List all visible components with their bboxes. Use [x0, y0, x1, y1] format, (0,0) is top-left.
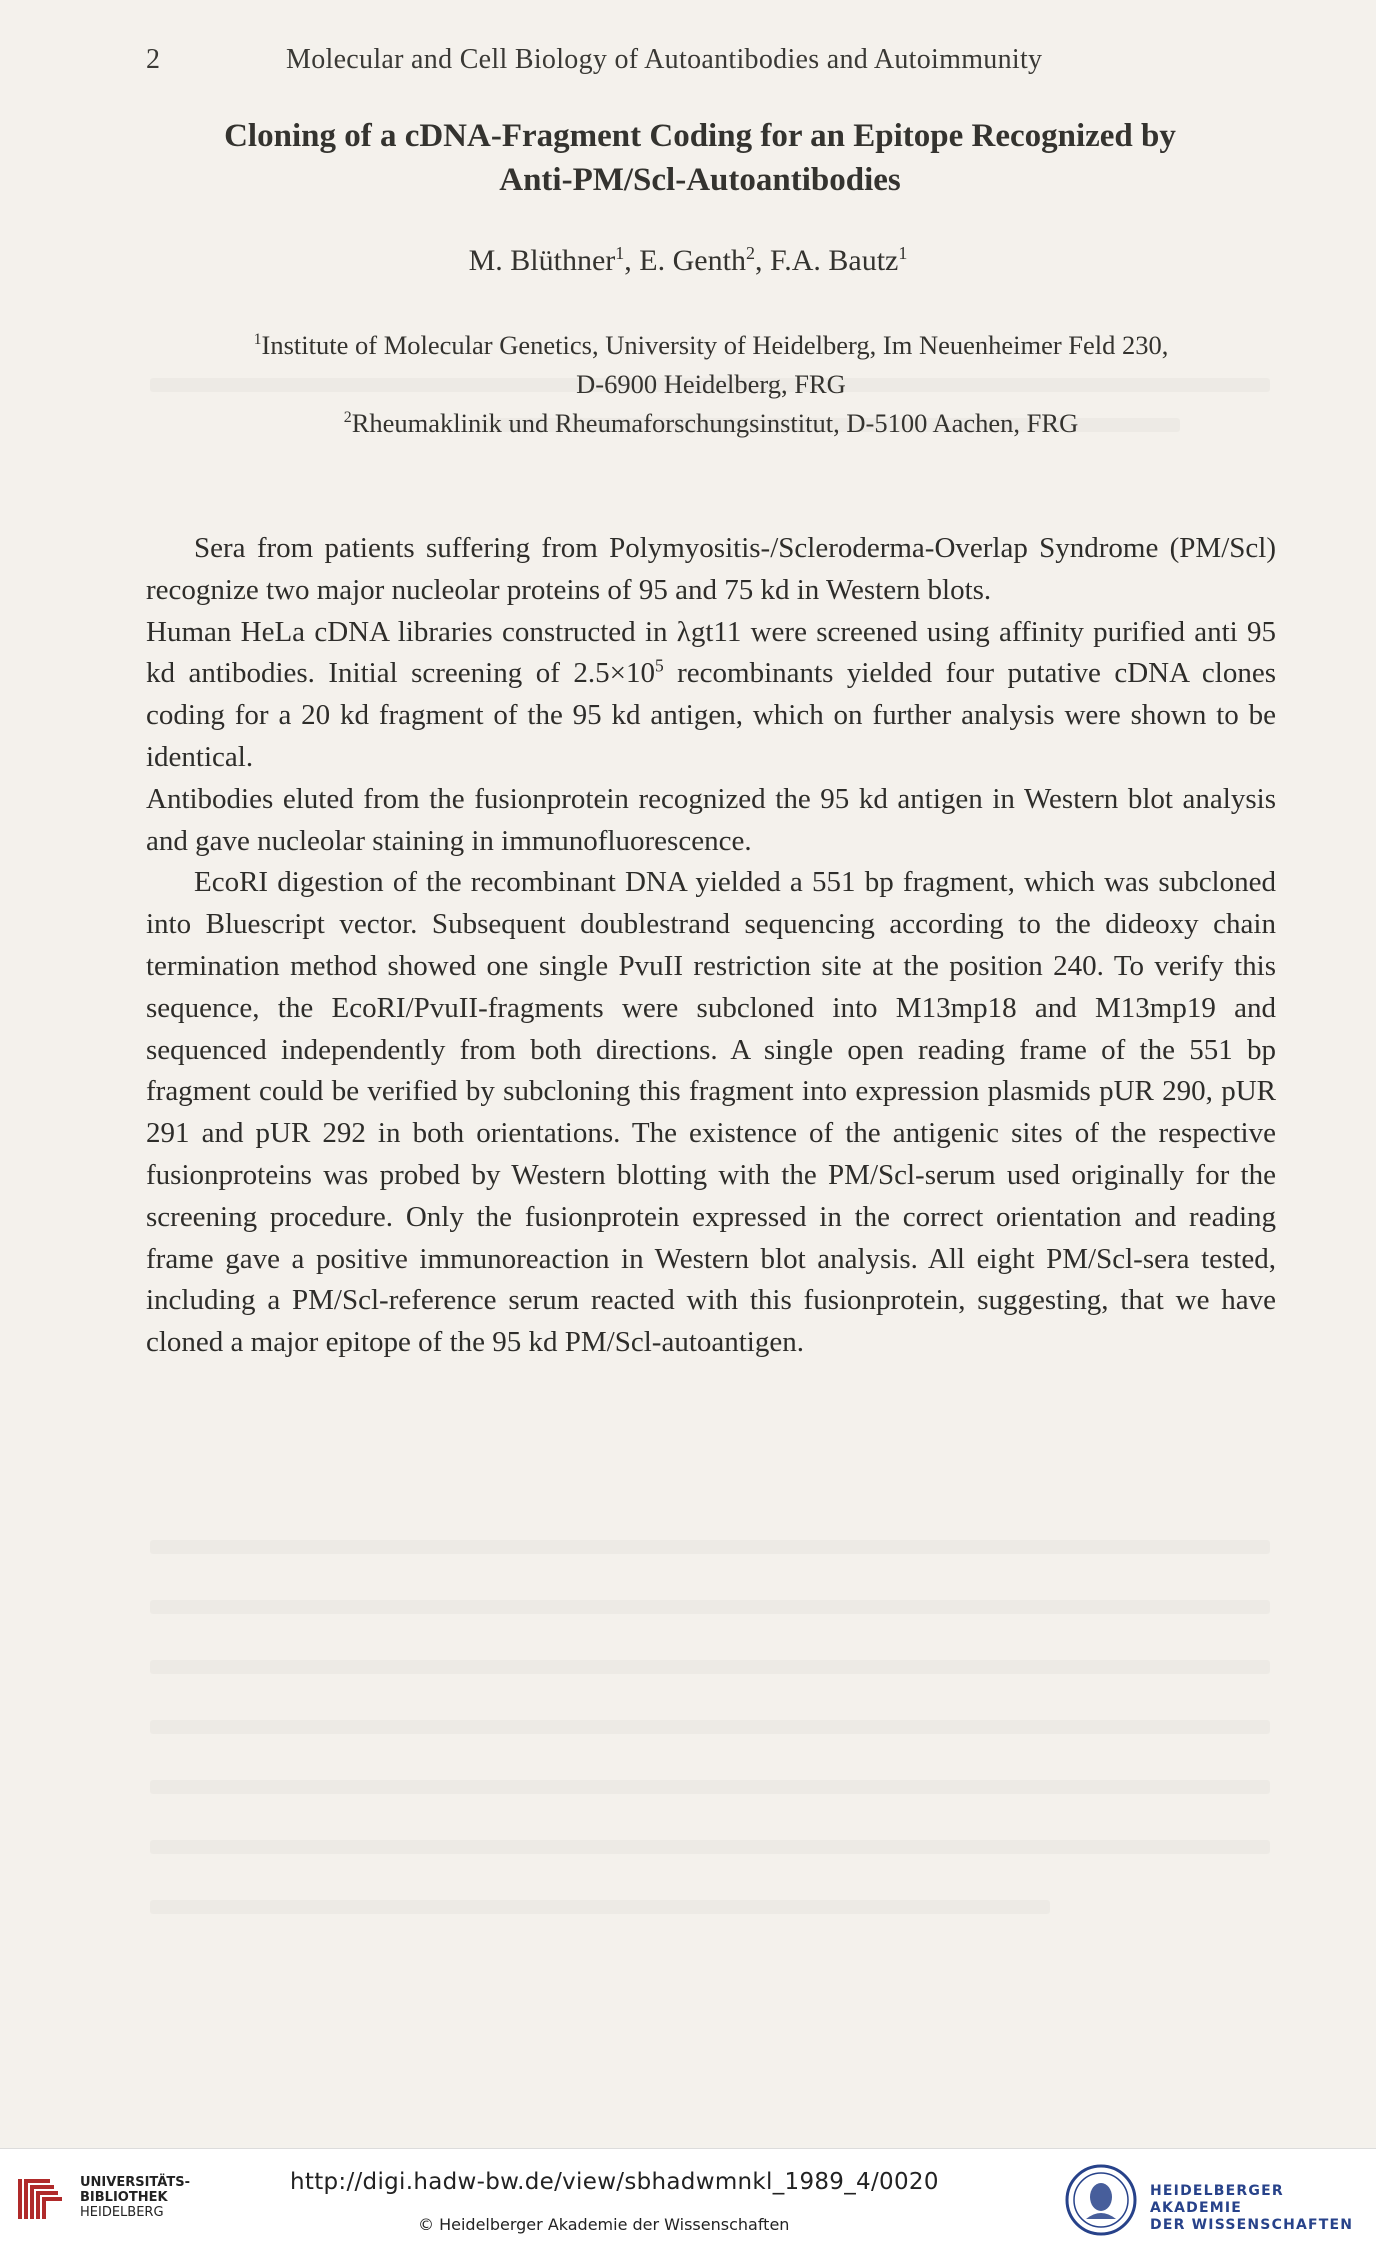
running-head	[146, 44, 1146, 76]
article-title	[120, 114, 1280, 202]
bleed-through-line	[150, 1840, 1270, 1854]
affiliations	[146, 326, 1276, 443]
author-1-affil: 1	[615, 243, 625, 263]
bleed-through-line	[150, 1780, 1270, 1794]
bleed-through-line	[150, 1540, 1270, 1554]
bleed-through-line	[150, 1720, 1270, 1734]
abstract-body	[146, 528, 1276, 1364]
bleed-through-line	[150, 1900, 1050, 1914]
page-number: 2	[146, 44, 161, 75]
paragraph-4: EcoRI digestion of the recombinant DNA yielded a 551 bp fragment, which was subcloned into Bluescript vector. Subsequent doublestrand sequencing according to the dideoxy chain termination method showed one single PvuII restriction site at the position 240. To verify this sequence, the EcoRI/PvuII-fragments were subcloned into M13mp18 and M13mp19 and sequenced independently from both directions. A single open reading frame of the 551 bp fragment could be verified by subcloning this fragment into expression plasmids pUR 290, pUR 291 and pUR 292 in both orientations. The existence of the antigenic sites of the respective fusionproteins was probed by Western blotting with the PM/Scl-serum used originally for the screening procedure. Only the fusionprotein expressed in the correct orientation and reading frame gave a positive immunoreaction in Western blot analysis. All eight PM/Scl-sera tested, including a PM/Scl-reference serum reacted with this fusionprotein, suggesting, that we have cloned a major epitope of the 95 kd PM/Scl-autoantigen.	[146, 866, 1276, 1359]
bleed-through-line	[150, 1660, 1270, 1674]
paragraph-1: Sera from patients suffering from Polymyositis-/Scleroderma-Overlap Syndrome (PM/Scl) recognize two major nucleolar proteins of 95 and 75 kd in Western blots.	[146, 532, 1276, 606]
copyright-notice: © Heidelberger Akademie der Wissenschaften	[418, 2215, 790, 2234]
paragraph-3: Antibodies eluted from the fusionprotein recognized the 95 kd antigen in Western blot analysis and gave nucleolar staining in immunofluorescence.	[146, 782, 1276, 857]
journal-title: Molecular and Cell Biology of Autoantibodies and Autoimmunity	[286, 44, 1043, 75]
author-list	[0, 244, 1376, 278]
digitization-footer	[0, 2148, 1376, 2250]
academy-name: HEIDELBERGER AKADEMIE DER WISSENSCHAFTEN	[1150, 2183, 1354, 2233]
author-2: , E. Genth	[624, 244, 746, 277]
affiliation-1-city: D-6900 Heidelberg, FRG	[576, 369, 846, 399]
affiliation-1: $^1$Institute of Molecular Genetics, University of Heidelberg, Im Neuenheimer Feld 230,	[253, 330, 1169, 360]
affiliation-2: $^2$Rheumaklinik und Rheumaforschungsinstitut, D-5100 Aachen, FRG	[343, 408, 1079, 438]
author-3-affil: 1	[898, 243, 908, 263]
author-1: M. Blüthner	[468, 244, 616, 277]
university-library-name: UNIVERSITÄTS- BIBLIOTHEK HEIDELBERG	[80, 2175, 190, 2220]
academy-seal-icon	[1064, 2163, 1138, 2237]
title-line-1: Cloning of a cDNA-Fragment Coding for an Epitope Recognized by	[224, 118, 1176, 154]
author-3: , F.A. Bautz	[754, 244, 899, 277]
bleed-through-line	[150, 1600, 1270, 1614]
university-library-logo-icon	[14, 2171, 74, 2231]
paragraph-2: Human HeLa cDNA libraries constructed in λgt11 were screened using affinity purified anti 95 kd antibodies. Initial screening of $2.5\times 10^5$ recombinants yielded four putative cDNA clones coding for a 20 kd fragment of the 95 kd antigen, which on further analysis were shown to be identical.	[146, 615, 1276, 773]
author-2-affil: 2	[745, 243, 755, 263]
title-line-2: Anti-PM/Scl-Autoantibodies	[499, 162, 901, 198]
permalink-url[interactable]: http://digi.hadw-bw.de/view/sbhadwmnkl_1989_4/0020	[290, 2169, 939, 2195]
